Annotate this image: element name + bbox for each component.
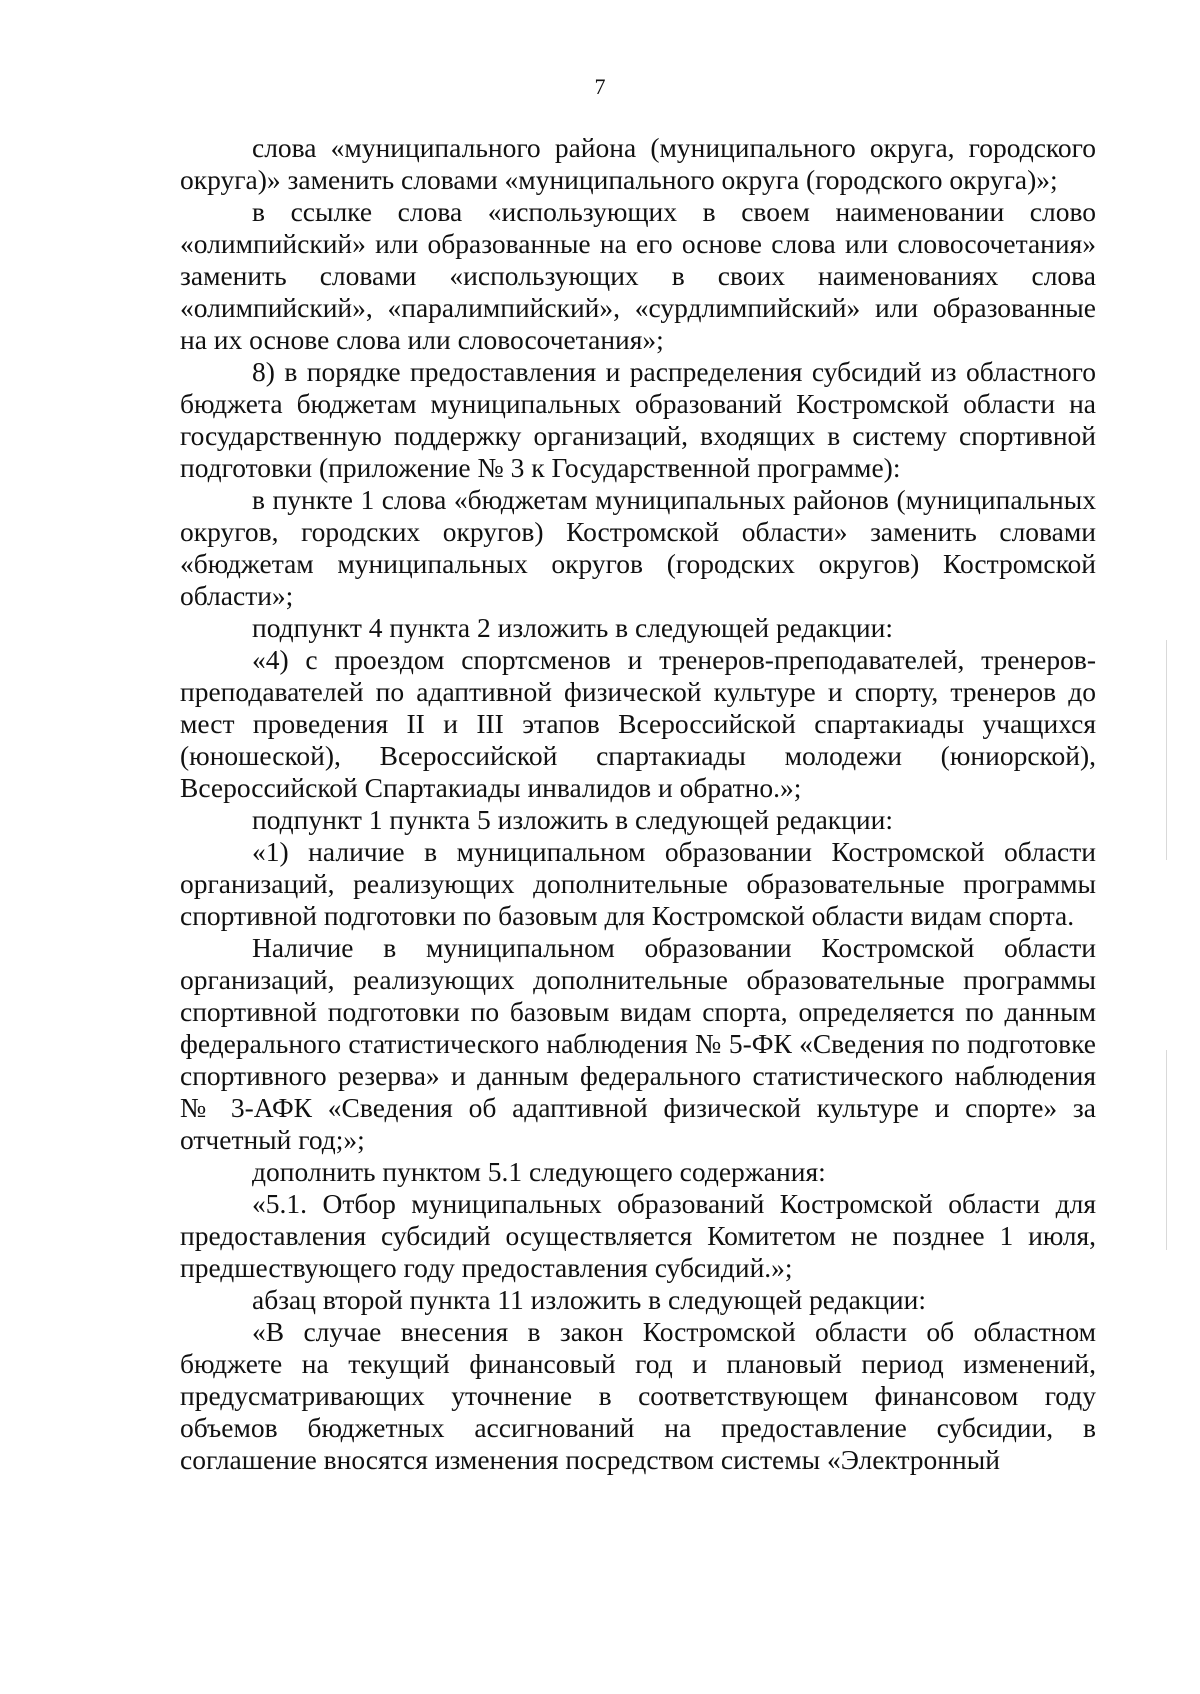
scan-artifact-line bbox=[1166, 1050, 1167, 1250]
paragraph: «5.1. Отбор муниципальных образований Костромской области для предоставления субсидий осуществляется Комитетом не позднее 1 июля, предшествующего году предоставления субсидий.»; bbox=[180, 1188, 1096, 1283]
paragraph: в пункте 1 слова «бюджетам муниципальных районов (муниципальных округов, городских округов) Костромской области» заменить словами «бюджетам муниципальных округов (городских округов) Костромской области»; bbox=[180, 484, 1096, 611]
scan-artifact-line bbox=[1166, 640, 1167, 860]
paragraph: «В случае внесения в закон Костромской области об областном бюджете на текущий финансовый год и плановый период изменений, предусматривающих уточнение в соответствующем финансовом году объемов бюджетных ассигнований на предоставление субсидии, в соглашение вносятся изменения посредством системы «Электронный bbox=[180, 1316, 1096, 1475]
paragraph: «1) наличие в муниципальном образовании Костромской области организаций, реализующих дополнительные образовательные программы спортивной подготовки по базовым для Костромской области видам спорта. bbox=[180, 836, 1096, 931]
paragraph: «4) с проездом спортсменов и тренеров-преподавателей, тренеров-преподавателей по адаптивной физической культуре и спорту, тренеров до мест проведения II и III этапов Всероссийской спартакиады учащихся (юношеской), Всероссийской спартакиады молодежи (юниорской), Всероссийской Спартакиады инвалидов и обратно.»; bbox=[180, 644, 1096, 803]
paragraph: 8) в порядке предоставления и распределения субсидий из областного бюджета бюджетам муниципальных образований Костромской области на государственную поддержку организаций, входящих в систему спортивной подготовки (приложение № 3 к Государственной программе): bbox=[180, 356, 1096, 483]
page-number: 7 bbox=[594, 74, 606, 99]
paragraph: в ссылке слова «использующих в своем наименовании слово «олимпийский» или образованные на его основе слова или словосочетания» заменить словами «использующих в своих наименованиях слова «олимпийский», «паралимпийский», «сурдлимпийский» или образованные на их основе слова или словосочетания»; bbox=[180, 196, 1096, 355]
document-body bbox=[180, 132, 1096, 1476]
paragraph: слова «муниципального района (муниципального округа, городского округа)» заменить словами «муниципального округа (городского округа)»; bbox=[180, 132, 1096, 195]
paragraph: Наличие в муниципальном образовании Костромской области организаций, реализующих дополнительные образовательные программы спортивной подготовки по базовым видам спорта, определяется по данным федерального статистического наблюдения № 5-ФК «Сведения по подготовке спортивного резерва» и данным федерального статистического наблюдения № 3-АФК «Сведения об адаптивной физической культуре и спорте» за отчетный год;»; bbox=[180, 932, 1096, 1155]
paragraph: абзац второй пункта 11 изложить в следующей редакции: bbox=[252, 1284, 926, 1315]
paragraph: подпункт 1 пункта 5 изложить в следующей редакции: bbox=[252, 804, 893, 835]
paragraph: дополнить пунктом 5.1 следующего содержания: bbox=[252, 1156, 826, 1187]
paragraph: подпункт 4 пункта 2 изложить в следующей редакции: bbox=[252, 612, 893, 643]
